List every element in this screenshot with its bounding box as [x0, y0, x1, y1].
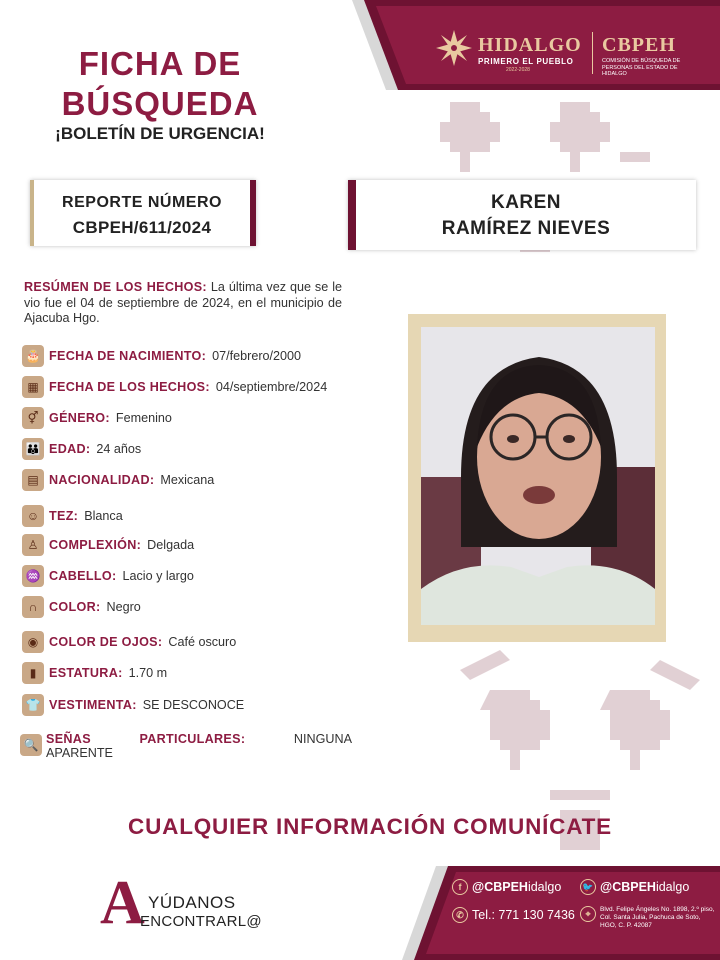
- facebook-handle-bold: @CBPEH: [472, 880, 528, 894]
- ayudanos-logo-letter: A: [100, 869, 145, 937]
- facebook-handle-rest: idalgo: [527, 880, 562, 894]
- hidalgo-slogan: PRIMERO EL PUEBLO: [478, 57, 574, 66]
- detail-label: COMPLEXIÓN:: [49, 538, 142, 552]
- summary-label: RESÚMEN DE LOS HECHOS:: [24, 280, 207, 294]
- detail-value: Lacio y largo: [122, 569, 194, 583]
- magnifier-icon: 🔍: [20, 734, 42, 756]
- detail-label: COLOR DE OJOS:: [49, 635, 163, 649]
- id-card-icon: ▤: [22, 469, 44, 491]
- logo-divider: [592, 32, 593, 74]
- detail-label: EDAD:: [49, 442, 91, 456]
- detail-row-eye-color: [22, 630, 236, 654]
- page-title: [30, 44, 290, 124]
- detail-value: 04/septiembre/2024: [215, 380, 328, 394]
- detail-label: FECHA DE LOS HECHOS:: [49, 380, 210, 394]
- call-to-action: CUALQUIER INFORMACIÓN COMUNÍCATE: [128, 814, 612, 839]
- gender-icon: ⚥: [22, 407, 44, 429]
- birthday-cake-icon: 🎂: [22, 345, 44, 367]
- detail-label: NACIONALIDAD:: [49, 473, 155, 487]
- distinguishing-marks: [22, 732, 352, 760]
- detail-row-gender: [22, 406, 172, 430]
- summary-of-facts: [24, 280, 342, 327]
- hidalgo-logo-text: HIDALGO: [478, 34, 582, 56]
- detail-value: 07/febrero/2000: [212, 349, 302, 363]
- senas-value-1: NINGUNA: [293, 732, 352, 746]
- hidalgo-star-logo-icon: [436, 30, 472, 66]
- person-first-name: KAREN: [490, 192, 562, 213]
- detail-value: Mexicana: [160, 473, 215, 487]
- twitter-handle-bold: @CBPEH: [600, 880, 656, 894]
- detail-row-height: [22, 661, 167, 685]
- detail-row-birthdate: [22, 344, 301, 368]
- calendar-icon: ▦: [22, 376, 44, 398]
- detail-value: Negro: [106, 600, 141, 614]
- address-contact: [580, 906, 718, 930]
- detail-value: Café oscuro: [168, 635, 237, 649]
- detail-row-event-date: [22, 375, 327, 399]
- detail-label: VESTIMENTA:: [49, 698, 137, 712]
- report-label: REPORTE NÚMERO: [62, 194, 222, 211]
- detail-label: ESTATURA:: [49, 666, 123, 680]
- detail-value: Femenino: [115, 411, 172, 425]
- detail-row-hair-color: [22, 595, 141, 619]
- cbpeh-logo-subtitle: COMISIÓN DE BÚSQUEDA DE PERSONAS DEL ESTADO DE HIDALGO: [602, 58, 681, 77]
- detail-value: Delgada: [147, 538, 195, 552]
- cbpeh-logo-text: CBPEH: [602, 34, 676, 56]
- hair-color-icon: ∩: [22, 596, 44, 618]
- senas-value-2: APARENTE: [46, 746, 113, 760]
- ayudanos-line-1: YÚDANOS: [148, 893, 236, 912]
- ayudanos-line-2: ENCONTRARL@: [140, 913, 262, 930]
- detail-row-build: [22, 533, 194, 557]
- detail-value: Blanca: [84, 509, 123, 523]
- title-line-2: BÚSQUEDA: [61, 85, 259, 122]
- eye-icon: ◉: [22, 631, 44, 653]
- twitter-handle-rest: idalgo: [655, 880, 690, 894]
- page-subtitle: ¡BOLETÍN DE URGENCIA!: [55, 124, 265, 143]
- detail-label: TEZ:: [49, 509, 79, 523]
- summary-text: La última vez que se le vio fue el 04 de septiembre de 2024, en el municipio de Ajacuba Hgo.: [24, 280, 343, 325]
- detail-label: COLOR:: [49, 600, 101, 614]
- phone-icon: ✆: [452, 907, 468, 923]
- detail-label: GÉNERO:: [49, 411, 110, 425]
- report-number-box: [30, 180, 256, 246]
- shirt-icon: 👕: [22, 694, 44, 716]
- facebook-icon: f: [452, 879, 468, 895]
- address-text: Blvd. Felipe Ángeles No. 1898, 2.º piso, Col. Santa Julia, Pachuca de Soto, HGO, C. P. 42087: [600, 906, 715, 929]
- twitter-contact[interactable]: [580, 879, 689, 895]
- location-pin-icon: ⌖: [580, 906, 596, 922]
- missing-person-photo: [421, 327, 655, 625]
- phone-contact[interactable]: [452, 907, 575, 923]
- senas-label-1: SEÑAS: [46, 732, 91, 746]
- senas-label-2: PARTICULARES:: [139, 732, 246, 746]
- twitter-icon: 🐦: [580, 879, 596, 895]
- detail-value: 24 años: [96, 442, 142, 456]
- face-profile-icon: ☺: [22, 505, 44, 527]
- detail-row-hair: [22, 564, 194, 588]
- phone-number: Tel.: 771 130 7436: [472, 908, 575, 922]
- title-line-1: FICHA DE: [78, 45, 242, 82]
- person-last-names: RAMÍREZ NIEVES: [441, 218, 611, 239]
- facebook-contact[interactable]: [452, 879, 561, 895]
- hair-icon: ♒: [22, 565, 44, 587]
- detail-label: FECHA DE NACIMIENTO:: [49, 349, 207, 363]
- people-age-icon: 👪: [22, 438, 44, 460]
- detail-label: CABELLO:: [49, 569, 117, 583]
- report-number: CBPEH/611/2024: [72, 218, 212, 237]
- detail-row-nationality: [22, 468, 214, 492]
- person-name-box: [348, 180, 696, 250]
- detail-value: 1.70 m: [128, 666, 168, 680]
- detail-value: SE DESCONOCE: [142, 698, 245, 712]
- detail-row-age: [22, 437, 141, 461]
- body-build-icon: ♙: [22, 534, 44, 556]
- detail-row-clothing: [22, 693, 244, 717]
- height-ruler-icon: ▮: [22, 662, 44, 684]
- hidalgo-years: 2022-2028: [506, 67, 530, 73]
- detail-row-complexion-skin: [22, 504, 123, 528]
